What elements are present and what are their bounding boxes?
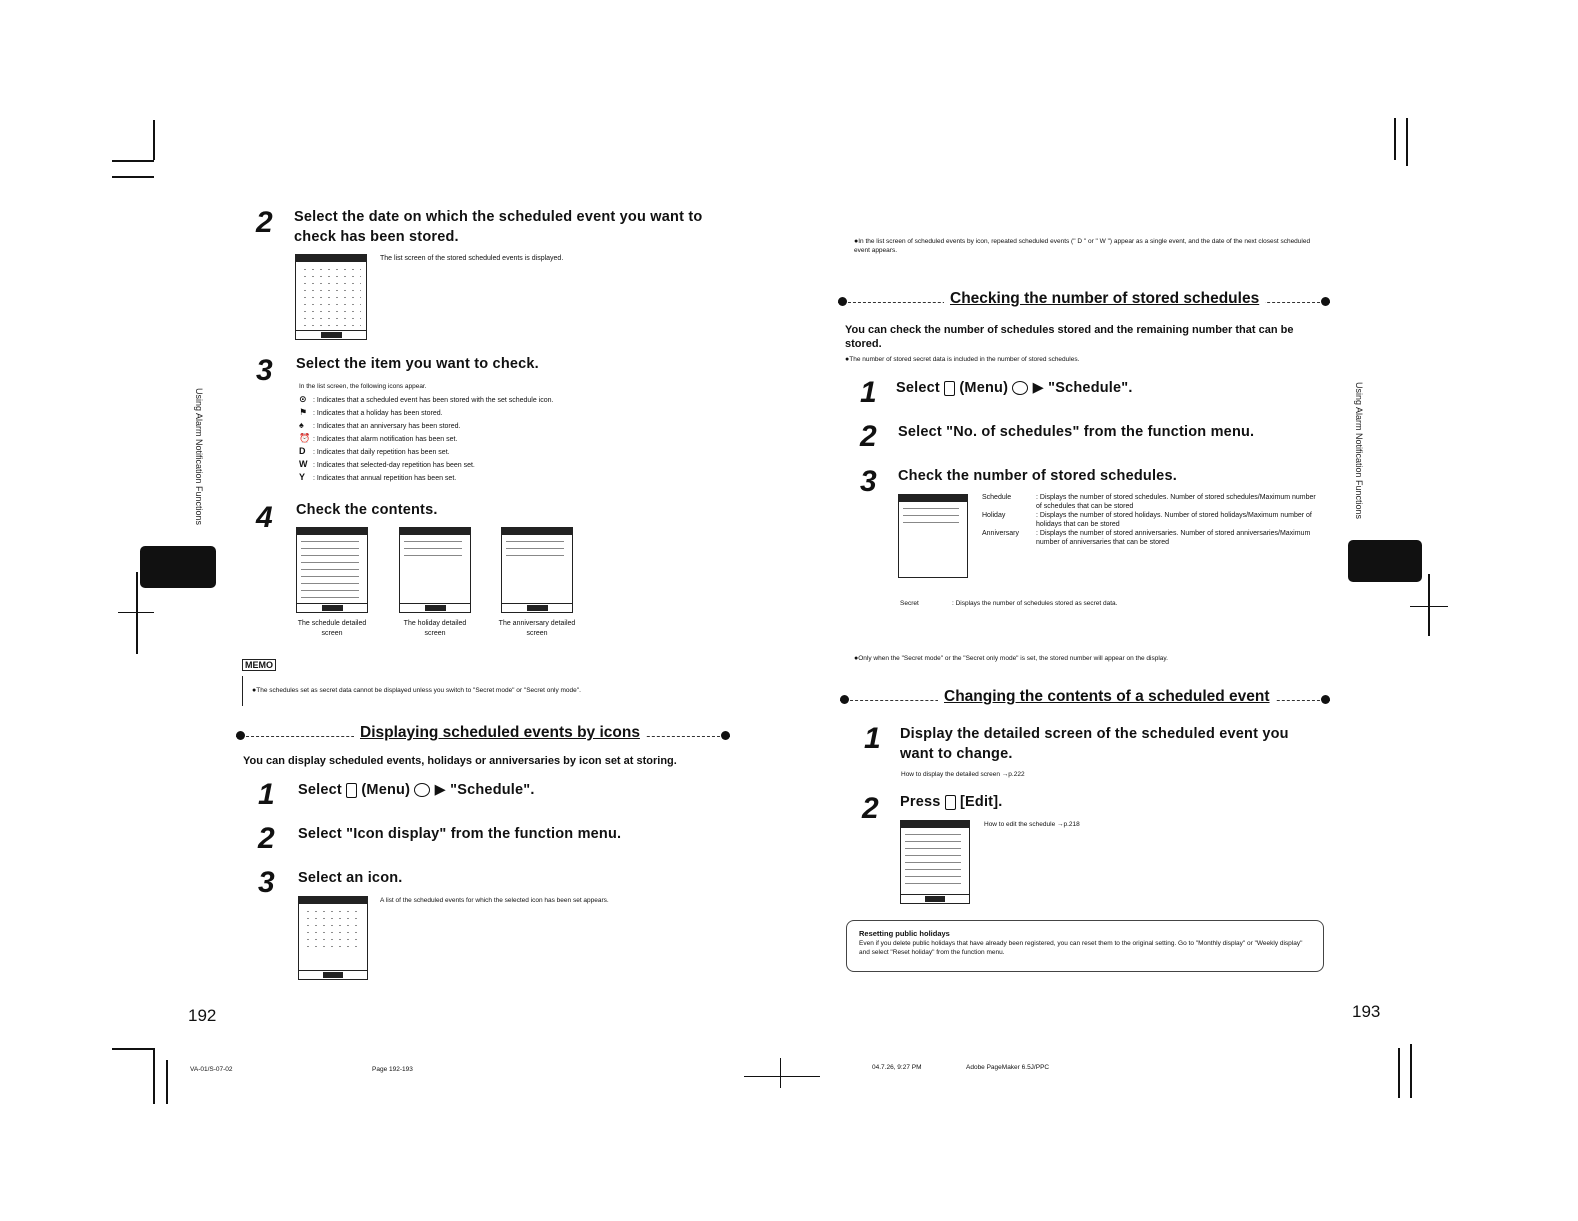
top-note: ● In the list screen of scheduled events by icon, repeated scheduled events (" D " or " W ") appear as a single event, and the date of the next closest scheduled event appears. bbox=[854, 237, 1314, 255]
screen-caption: The anniversary detailed screen bbox=[498, 620, 576, 637]
side-label: Using Alarm Notification Functions bbox=[1354, 382, 1364, 520]
icon-legend-row: Y : Indicates that annual repetition has been set. bbox=[299, 472, 457, 482]
edit-softkey-icon bbox=[945, 795, 956, 810]
step-title: Select "Icon display" from the function menu. bbox=[298, 826, 622, 842]
footer-timestamp: 04.7.26, 9:27 PM bbox=[872, 1064, 922, 1071]
crop-mark bbox=[1428, 574, 1430, 636]
section-bullet: ● The number of stored secret data is included in the number of stored schedules. bbox=[845, 355, 1079, 364]
crop-mark bbox=[780, 1058, 781, 1088]
daily-repeat-icon: D bbox=[299, 446, 306, 456]
memo-text: ● The schedules set as secret data cannot be displayed unless you switch to "Secret mode" or "Secret only mode". bbox=[252, 686, 722, 695]
step-title: Check the number of stored schedules. bbox=[898, 468, 1177, 484]
tip-title: Resetting public holidays bbox=[859, 929, 950, 938]
memo-icon: MEMO bbox=[242, 659, 276, 671]
step-title: Select (Menu) ▶ "Schedule". bbox=[896, 380, 1133, 396]
icon-legend-row: ♠ : Indicates that an anniversary has been stored. bbox=[299, 420, 461, 430]
crop-mark bbox=[112, 176, 154, 178]
crop-mark bbox=[136, 572, 138, 654]
step-number: 3 bbox=[256, 354, 273, 387]
step-title: Select the item you want to check. bbox=[296, 356, 539, 372]
step-number: 2 bbox=[256, 206, 273, 239]
tip-box bbox=[846, 920, 1324, 972]
step-number: 1 bbox=[258, 778, 275, 811]
phone-screen-schedule-detail bbox=[296, 527, 368, 613]
crop-mark bbox=[153, 120, 155, 160]
section-header bbox=[838, 290, 1330, 314]
section-title: Changing the contents of a scheduled event bbox=[938, 688, 1276, 706]
icon-legend-row: W : Indicates that selected-day repetition has been set. bbox=[299, 459, 475, 469]
row-text: : Displays the number of schedules stored as secret data. bbox=[952, 600, 1118, 607]
crop-mark bbox=[1410, 1044, 1412, 1098]
step-number: 2 bbox=[862, 792, 879, 825]
footer-pages: Page 192-193 bbox=[372, 1066, 413, 1073]
step-intro: In the list screen, the following icons appear. bbox=[299, 383, 427, 390]
weekly-repeat-icon: W bbox=[299, 459, 308, 469]
step-title: Select (Menu) ▶ "Schedule". bbox=[298, 782, 535, 798]
chapter-tab bbox=[140, 546, 216, 588]
step-title: Press [Edit]. bbox=[900, 794, 1003, 810]
icon-legend-row: ⊙ : Indicates that a scheduled event has been stored with the set schedule icon. bbox=[299, 394, 554, 404]
screen-caption: The holiday detailed screen bbox=[403, 620, 467, 637]
anniversary-icon: ♠ bbox=[299, 420, 304, 430]
step-number: 1 bbox=[860, 376, 877, 409]
schedule-menu-icon bbox=[414, 783, 430, 797]
row-label: Secret bbox=[900, 600, 919, 607]
phone-screen-schedule-count bbox=[898, 494, 968, 578]
step-title: Check the contents. bbox=[296, 502, 438, 518]
phone-screen-holiday-detail bbox=[399, 527, 471, 613]
section-note: ● Only when the "Secret mode" or the "Secret only mode" is set, the stored number will appear on the display. bbox=[854, 654, 1314, 663]
crop-mark bbox=[1394, 118, 1396, 160]
menu-softkey-icon bbox=[944, 381, 955, 396]
step-title: Select "No. of schedules" from the function menu. bbox=[898, 424, 1255, 440]
memo-rule bbox=[242, 676, 243, 706]
step-number: 3 bbox=[258, 866, 275, 899]
section-title: Checking the number of stored schedules bbox=[944, 290, 1265, 308]
step-note: How to edit the schedule →p.218 bbox=[984, 821, 1080, 828]
phone-screen-icon-list bbox=[298, 896, 368, 980]
step-number: 4 bbox=[256, 501, 273, 534]
crop-mark bbox=[1398, 1048, 1400, 1098]
footer-code: VA-01/S-07-02 bbox=[190, 1066, 233, 1073]
page-number: 192 bbox=[188, 1006, 217, 1025]
crop-mark bbox=[118, 612, 154, 613]
menu-softkey-icon bbox=[346, 783, 357, 798]
crop-mark bbox=[112, 1048, 154, 1050]
icon-legend-row: ⚑ : Indicates that a holiday has been stored. bbox=[299, 407, 443, 417]
step-number: 3 bbox=[860, 465, 877, 498]
count-table: Schedule : Displays the number of stored schedules. Number of stored schedules/Maximum number of schedules that can be stored Holiday : Displays the number of stored holidays. Number of stored holidays/Maximum number of holidays that can be stored Anniversary : Displays the number of stored anniversaries. Number of stored anniversaries/Maximum number of anniversaries that can be stored bbox=[982, 494, 1316, 546]
crop-mark bbox=[744, 1076, 820, 1077]
step-note: A list of the scheduled events for which the selected icon has been set appears. bbox=[380, 897, 609, 904]
chapter-tab bbox=[1348, 540, 1422, 582]
step-number: 2 bbox=[258, 822, 275, 855]
schedule-menu-icon bbox=[1012, 381, 1028, 395]
step-title: Select an icon. bbox=[298, 870, 403, 886]
icon-legend-row: D : Indicates that daily repetition has been set. bbox=[299, 446, 450, 456]
step-note: The list screen of the stored scheduled events is displayed. bbox=[380, 255, 564, 262]
crop-mark bbox=[112, 160, 154, 162]
schedule-icon: ⊙ bbox=[299, 394, 307, 404]
side-label: Using Alarm Notification Functions bbox=[194, 388, 204, 526]
screen-caption: The schedule detailed screen bbox=[297, 620, 367, 637]
section-intro: You can display scheduled events, holidays or anniversaries by icon set at storing. bbox=[243, 755, 677, 767]
section-title: Displaying scheduled events by icons bbox=[354, 724, 646, 742]
section-header bbox=[840, 688, 1330, 712]
tip-text: Even if you delete public holidays that have already been registered, you can reset them to the original setting. Go to "Monthly display" or "Weekly display" and select "Reset holiday" from the function menu. bbox=[859, 940, 1303, 956]
step-number: 2 bbox=[860, 420, 877, 453]
phone-screen-anniversary-detail bbox=[501, 527, 573, 613]
crop-mark bbox=[166, 1060, 168, 1104]
crop-mark bbox=[1406, 118, 1408, 166]
icon-legend-row: ⏰ : Indicates that alarm notification has been set. bbox=[299, 433, 458, 443]
step-note: How to display the detailed screen →p.222 bbox=[901, 771, 1025, 778]
alarm-icon: ⏰ bbox=[299, 433, 311, 443]
step-title: Select the date on which the scheduled event you want to check has been stored. bbox=[294, 209, 703, 245]
crop-mark bbox=[153, 1048, 155, 1104]
section-header bbox=[236, 724, 730, 748]
phone-screen-edit bbox=[900, 820, 970, 904]
phone-screen-calendar bbox=[295, 254, 367, 340]
holiday-icon: ⚑ bbox=[299, 407, 308, 417]
step-number: 1 bbox=[864, 722, 881, 755]
crop-mark bbox=[1410, 606, 1448, 607]
footer-app: Adobe PageMaker 6.5J/PPC bbox=[966, 1064, 1050, 1071]
annual-repeat-icon: Y bbox=[299, 472, 306, 482]
step-title: Display the detailed screen of the scheduled event you want to change. bbox=[900, 726, 1289, 762]
section-intro: You can check the number of schedules stored and the remaining number that can be stored. bbox=[845, 324, 1294, 350]
page-number: 193 bbox=[1352, 1002, 1381, 1021]
